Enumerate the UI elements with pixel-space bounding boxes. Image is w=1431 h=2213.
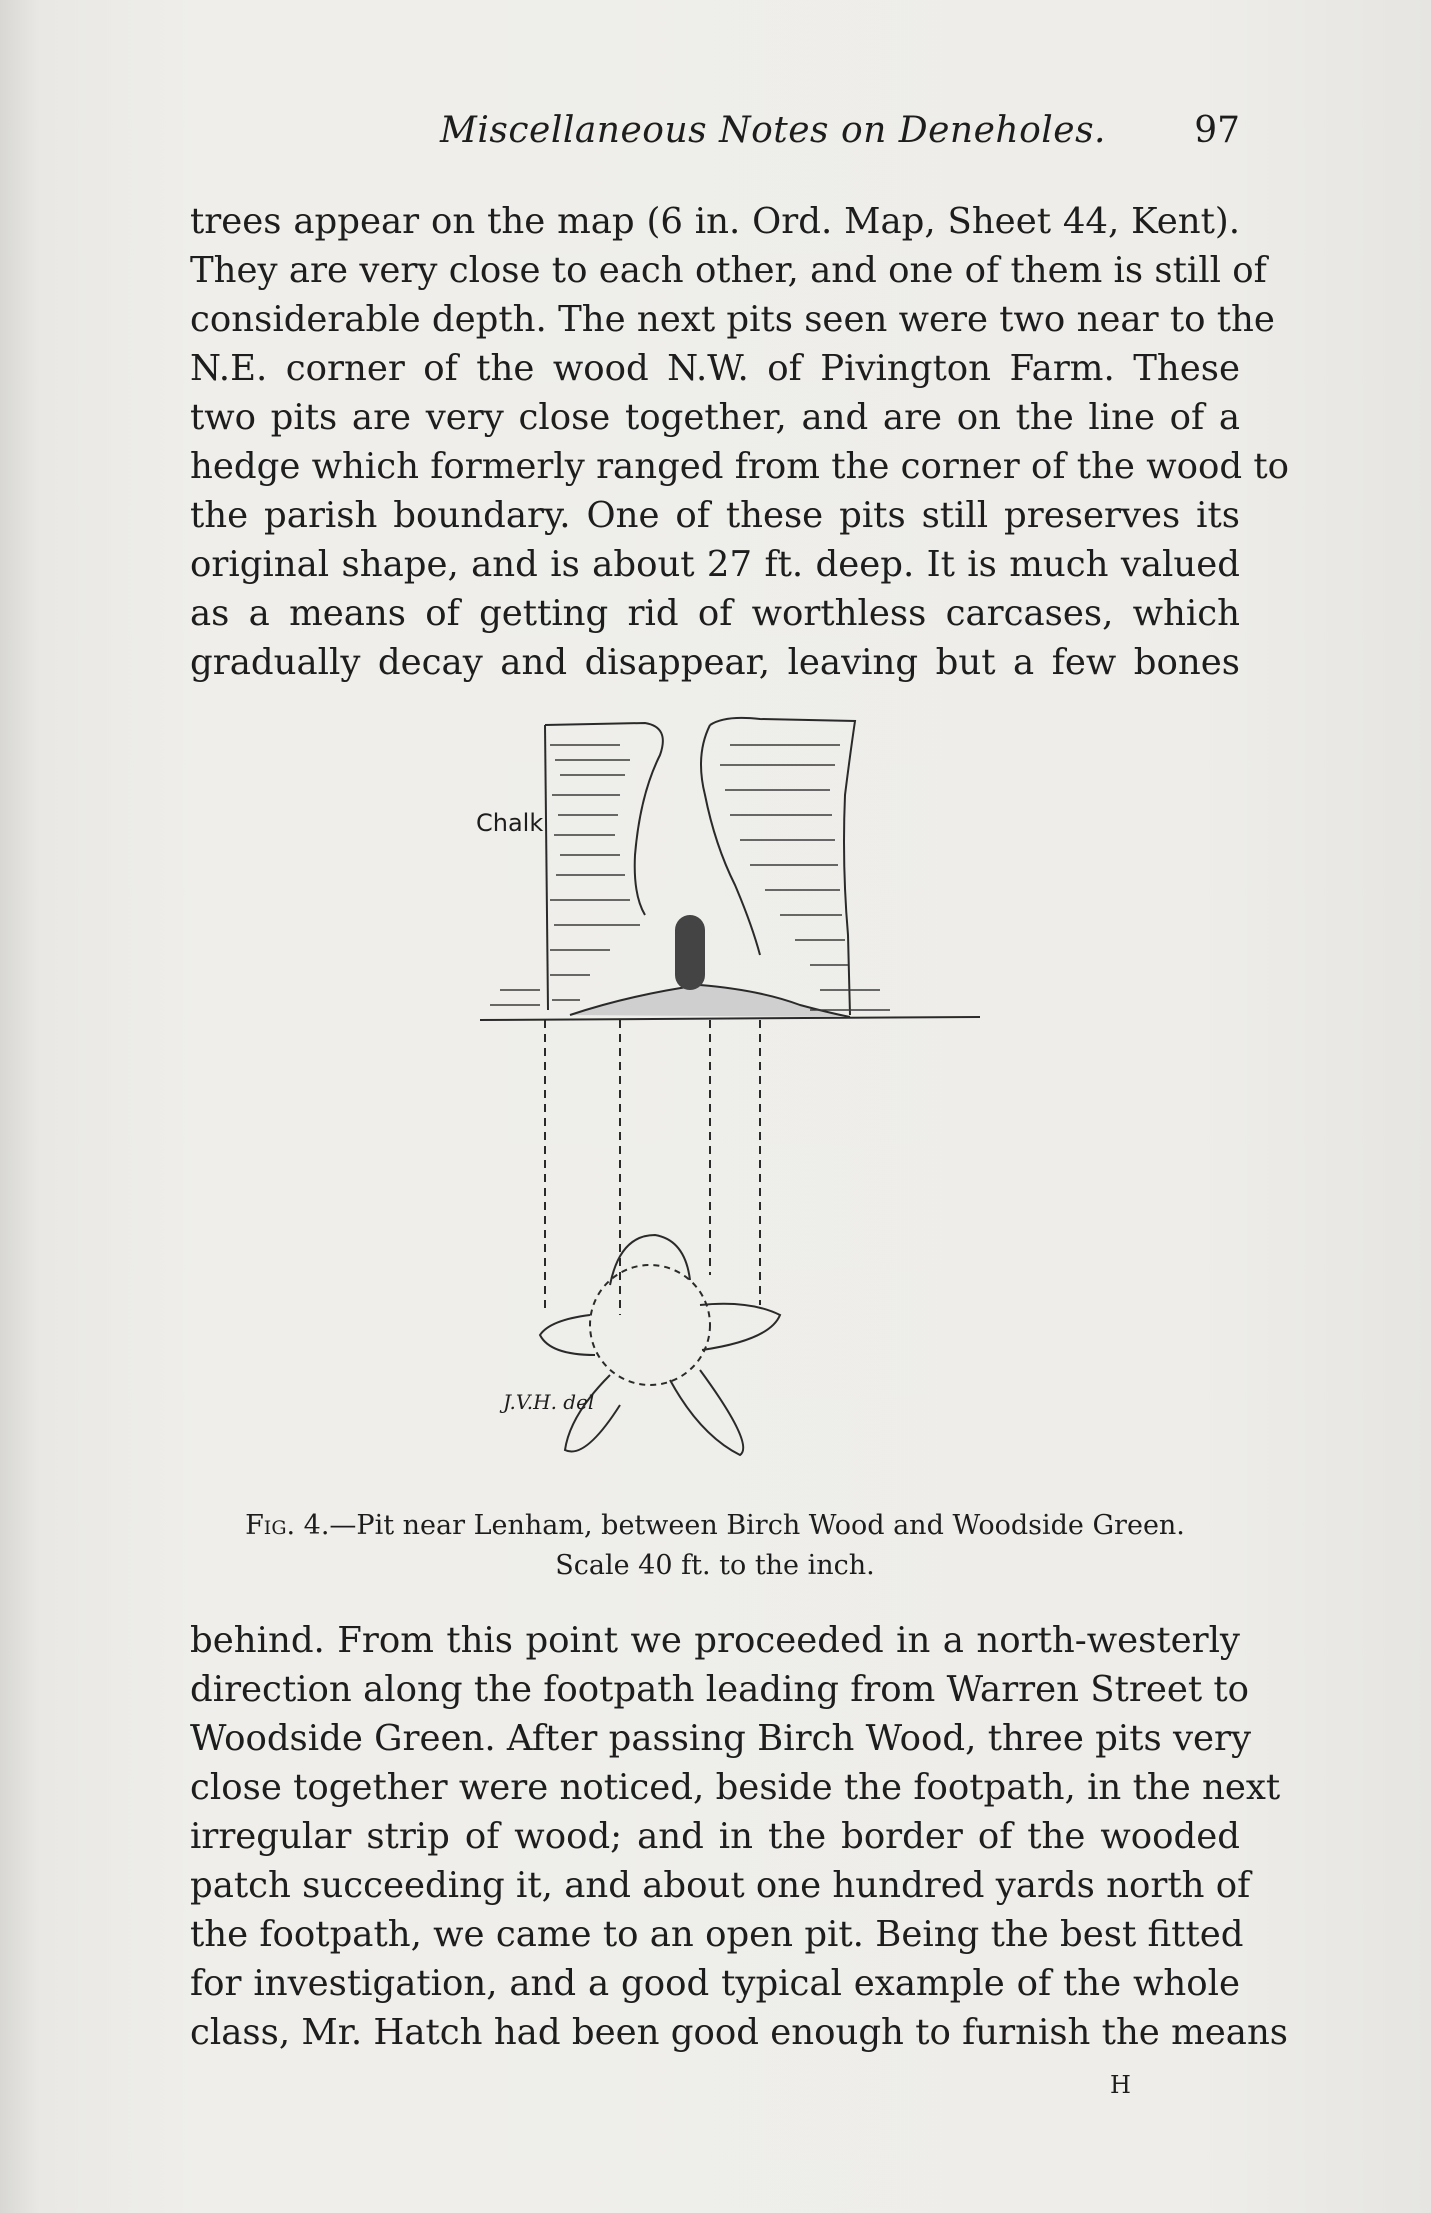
signature-mark: H [1110,2071,1131,2099]
text-line: They are very close to each other, and one of them is still of [190,250,1267,291]
text-line: Woodside Green. After passing Birch Wood, three pits very [190,1718,1252,1759]
figure-caption-prefix: Fig. 4. [245,1510,330,1541]
text-line: as a means of getting rid of worthless carcases, which [190,593,1240,634]
pit-section-drawing [470,715,980,1490]
text-line: patch succeeding it, and about one hundred yards north of [190,1865,1251,1906]
text-line: the parish boundary. One of these pits still preserves its [190,495,1240,536]
running-head [190,110,1250,160]
figure-caption [190,1506,1240,1546]
pit-illustration [470,715,980,1490]
text-line: hedge which formerly ranged from the corner of the wood to [190,446,1290,487]
figure-credit: J.V.H. del [503,1390,595,1414]
figure-label-chalk: Chalk [476,809,544,837]
text-line: for investigation, and a good typical example of the whole [190,1963,1240,2004]
text-line: two pits are very close together, and are on the line of a [190,397,1240,438]
text-line: class, Mr. Hatch had been good enough to furnish the means [190,2012,1289,2053]
text-line: gradually decay and disappear, leaving but a few bones [190,642,1240,683]
text-line: irregular strip of wood; and in the border of the wooded [190,1816,1240,1857]
figure-scale-caption: Scale 40 ft. to the inch. [555,1550,875,1581]
running-title: Miscellaneous Notes on Deneholes. [440,110,1106,151]
text-line: N.E. corner of the wood N.W. of Pivington Farm. These [190,348,1240,389]
page-number: 97 [1194,110,1240,151]
text-line: trees appear on the map (6 in. Ord. Map, Sheet 44, Kent). [190,201,1240,242]
paragraph-bottom [190,1616,1289,2057]
text-line: original shape, and is about 27 ft. deep. It is much valued [190,544,1240,585]
figure-caption-text: —Pit near Lenham, between Birch Wood and Woodside Green. [329,1510,1185,1541]
text-line: close together were noticed, beside the footpath, in the next [190,1767,1281,1808]
text-line: considerable depth. The next pits seen were two near to the [190,299,1275,340]
paragraph-top [190,197,1290,687]
text-line: the footpath, we came to an open pit. Being the best fitted [190,1914,1244,1955]
text-line: direction along the footpath leading from Warren Street to [190,1669,1250,1710]
text-line: behind. From this point we proceeded in a north-westerly [190,1620,1240,1661]
